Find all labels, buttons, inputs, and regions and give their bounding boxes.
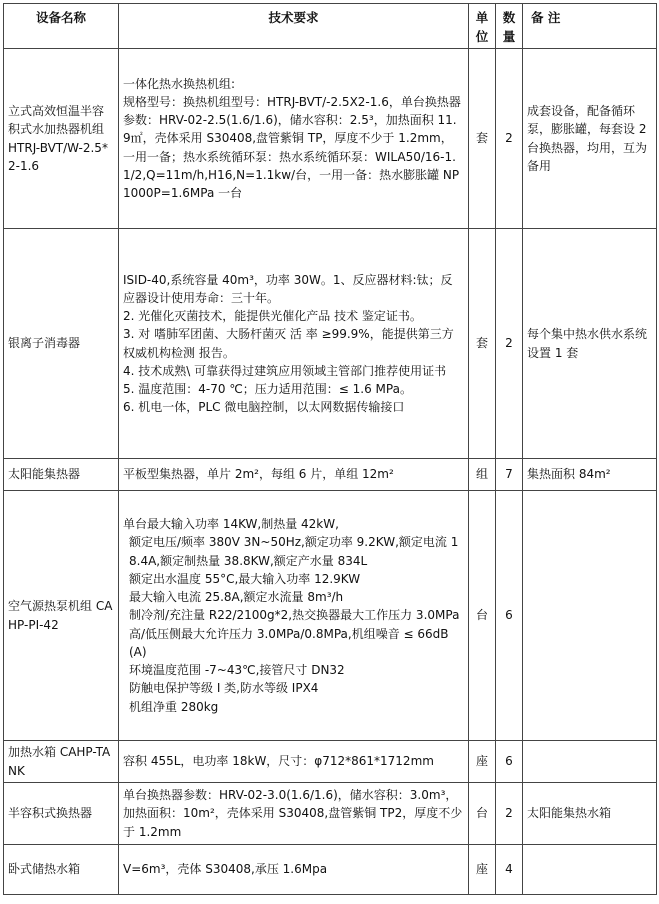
qty-cell: 6 <box>496 741 523 783</box>
table-row <box>4 49 657 229</box>
unit-cell: 套 <box>469 229 496 459</box>
qty-cell: 2 <box>496 49 523 229</box>
qty-cell: 4 <box>496 845 523 895</box>
tech-line: 2. 光催化灭菌技术，能提供光催化产品 技术 鉴定证书。 <box>123 309 422 324</box>
tech-line: 额定出水温度 55°C,最大输入功率 12.9KW <box>129 571 361 586</box>
tech-requirement <box>119 459 469 491</box>
tech-requirement <box>119 845 469 895</box>
tech-line: 防触电保护等级 I 类,防水等级 IPX4 <box>129 681 319 696</box>
tech-line: 单台换热器参数：HRV-02-3.0(1.6/1.6)，储水容积：3.0m³，加热面积：10m²，壳体采用 S30408,盘管紫铜 TP2，厚度不少于 1.2mm <box>123 788 463 839</box>
note-cell: 集热面积 84m² <box>523 459 657 491</box>
tech-requirement <box>119 49 469 229</box>
tech-line: 机组净重 280kg <box>129 699 219 714</box>
unit-cell: 组 <box>469 459 496 491</box>
equipment-name: 半容积式换热器 <box>4 783 119 845</box>
equipment-name: 空气源热泵机组 CAHP-PI-42 <box>4 491 119 741</box>
tech-line: 4. 技术成熟\ 可靠获得过建筑应用领域主管部门推荐使用证书 <box>123 363 447 378</box>
equipment-name: 卧式储热水箱 <box>4 845 119 895</box>
note-cell <box>523 741 657 783</box>
tech-line: 6. 机电一体，PLC 微电脑控制，以太网数据传输接口 <box>123 400 405 415</box>
note-cell: 每个集中热水供水系统设置 1 套 <box>523 229 657 459</box>
qty-cell: 7 <box>496 459 523 491</box>
note-cell: 太阳能集热水箱 <box>523 783 657 845</box>
tech-requirement <box>119 491 469 741</box>
header-note: 备 注 <box>523 4 657 49</box>
note-cell: 成套设备，配备循环泵，膨胀罐，每套设 2 台换热器，均用，互为备用 <box>523 49 657 229</box>
equipment-name: 立式高效恒温半容积式水加热器机组 HTRJ-BVT/W-2.5*2-1.6 <box>4 49 119 229</box>
unit-cell: 台 <box>469 491 496 741</box>
tech-line: 规格型号：换热机组型号：HTRJ-BVT/-2.5X2-1.6，单台换热器参数：HRV-02-2.5(1.6/1.6)，储水容积：2.5³，加热面积 11.9㎡，壳体采用 S30408,盘管紫铜 TP，厚度不少于 1.2mm，一用一备；热水系统循环泵：热水系统循环泵：WILA50/16-1.1/2,Q=11m/h,H16,N=1.1kw/台，一用一备：热水膨胀罐 NP1000P=1.6MPa 一台 <box>123 94 461 201</box>
tech-line: 容积 455L，电功率 18kW，尺寸：φ712*861*1712mm <box>123 754 434 769</box>
tech-requirement <box>119 783 469 845</box>
tech-line: V=6m³，壳体 S30408,承压 1.6Mpa <box>123 862 328 877</box>
equipment-spec-table <box>3 3 657 895</box>
equipment-name: 加热水箱 CAHP-TANK <box>4 741 119 783</box>
tech-line: 额定电压/频率 380V 3N~50Hz,额定功率 9.2KW,额定电流 18.4A,额定制热量 38.8KW,额定产水量 834L <box>129 535 459 568</box>
tech-requirement <box>119 229 469 459</box>
tech-requirement <box>119 741 469 783</box>
unit-cell: 套 <box>469 49 496 229</box>
table-row <box>4 459 657 491</box>
header-tech: 技术要求 <box>119 4 469 49</box>
tech-line: ISID-40,系统容量 40m³，功率 30W。1、反应器材料:钛；反应器设计使用寿命：三十年。 <box>123 272 453 305</box>
table-row <box>4 491 657 741</box>
tech-line: 平板型集热器，单片 2m²，每组 6 片，单组 12m² <box>123 467 394 482</box>
note-cell <box>523 491 657 741</box>
header-qty: 数量 <box>496 4 523 49</box>
tech-line: 3. 对 嗜肺军团菌、大肠杆菌灭 活 率 ≥99.9%，能提供第三方权威机构检测 报告。 <box>123 327 454 360</box>
tech-line: 制冷剂/充注量 R22/2100g*2,热交换器最大工作压力 3.0MPa <box>129 608 460 623</box>
table-row <box>4 229 657 459</box>
tech-line: 5. 温度范围：4-70 ℃；压力适用范围：≤ 1.6 MPa。 <box>123 381 412 396</box>
tech-line: 环境温度范围 -7~43℃,接管尺寸 DN32 <box>129 663 345 678</box>
equipment-name: 太阳能集热器 <box>4 459 119 491</box>
header-name: 设备名称 <box>4 4 119 49</box>
unit-cell: 座 <box>469 741 496 783</box>
header-unit: 单位 <box>469 4 496 49</box>
tech-line: 高/低压侧最大允许压力 3.0MPa/0.8MPa,机组噪音 ≤ 66dB(A) <box>129 626 449 659</box>
qty-cell: 6 <box>496 491 523 741</box>
table-row <box>4 741 657 783</box>
equipment-name: 银离子消毒器 <box>4 229 119 459</box>
tech-line: 单台最大输入功率 14KW,制热量 42kW, <box>123 517 339 532</box>
header-row <box>4 4 657 49</box>
qty-cell: 2 <box>496 229 523 459</box>
table-row <box>4 845 657 895</box>
unit-cell: 台 <box>469 783 496 845</box>
unit-cell: 座 <box>469 845 496 895</box>
qty-cell: 2 <box>496 783 523 845</box>
tech-line: 最大输入电流 25.8A,额定水流量 8m³/h <box>129 590 344 605</box>
tech-line: 一体化热水换热机组: <box>123 76 236 91</box>
note-cell <box>523 845 657 895</box>
table-row <box>4 783 657 845</box>
